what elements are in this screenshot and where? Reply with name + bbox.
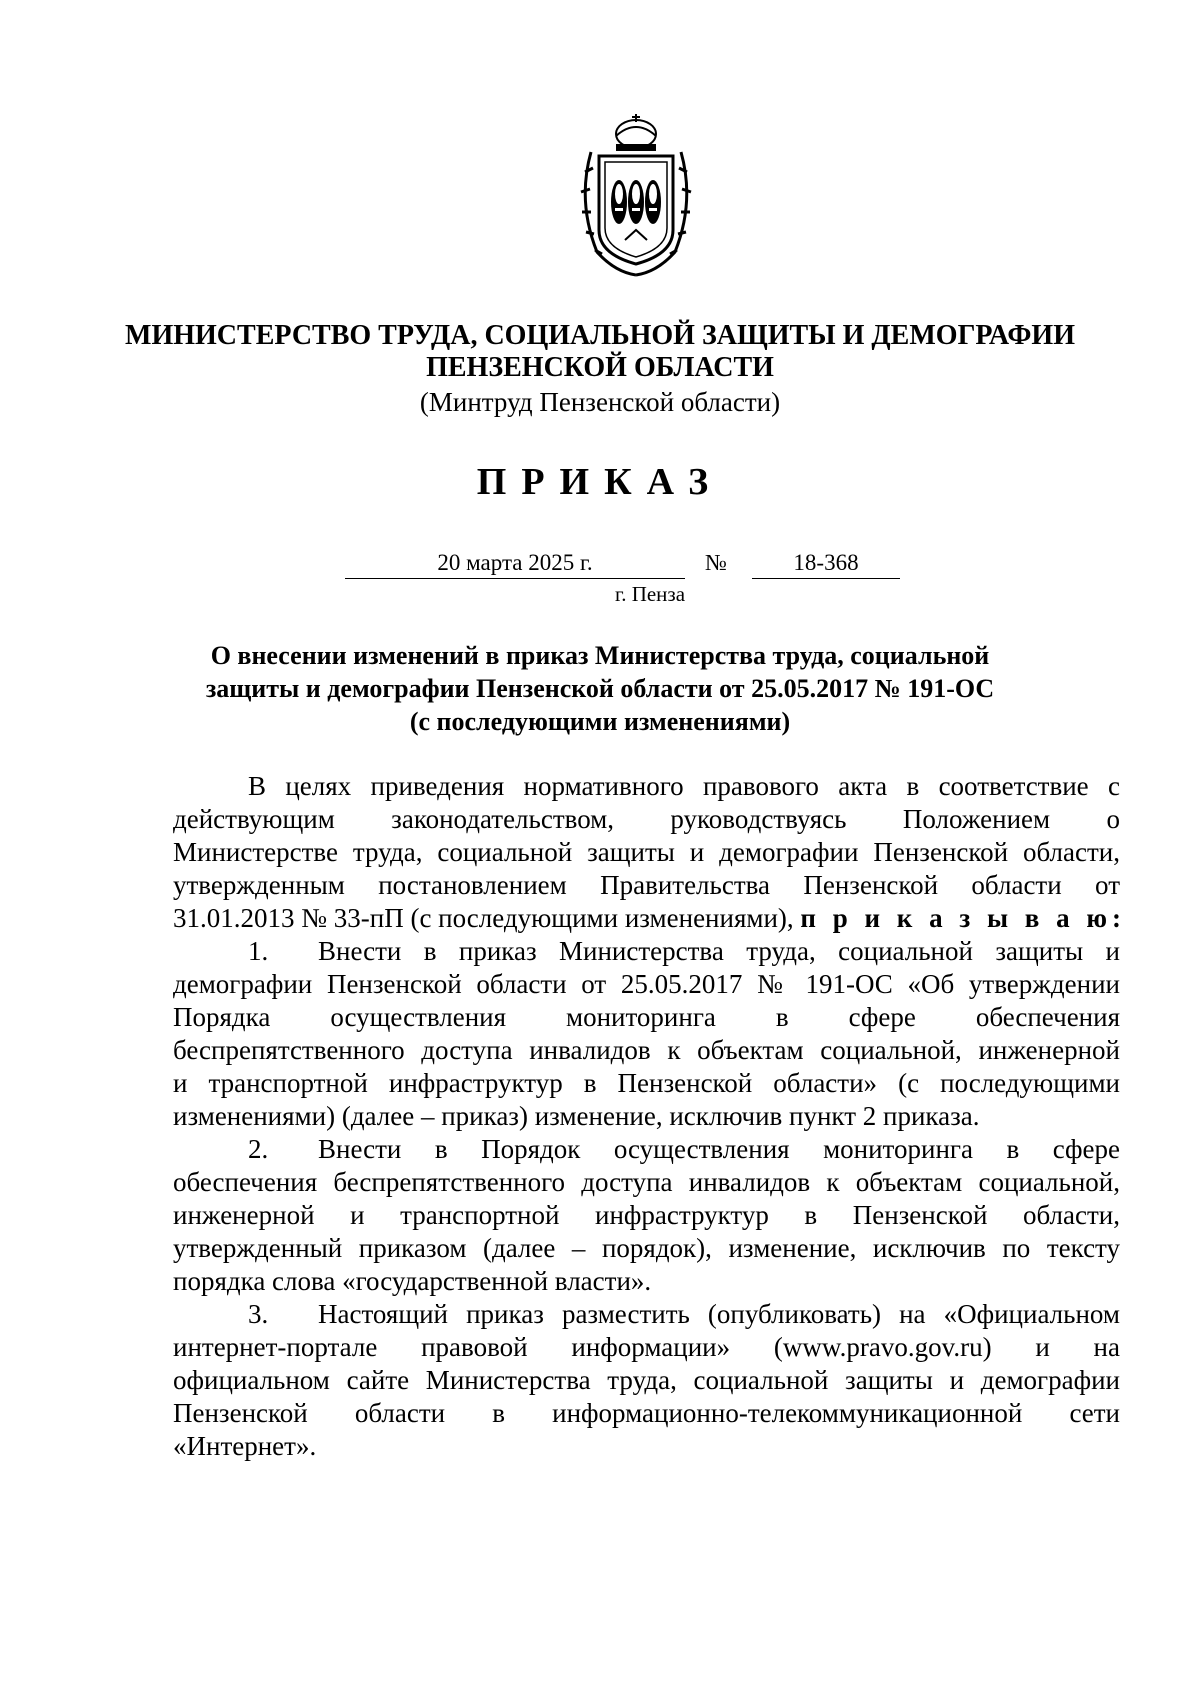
item-3-line-4: Пензенской области в информационно-телекоммуникационной сети [173,1398,1120,1428]
item-1-line-4: беспрепятственного доступа инвалидов к объектам социальной, инженерной [173,1035,1120,1065]
preamble-line-4: утвержденным постановлением Правительства Пензенской области от [173,870,1120,900]
order-word: п р и к а з ы в а ю: [800,903,1126,933]
item-2-line-4: утвержденный приказом (далее – порядок), изменение, исключив по тексту [173,1233,1120,1263]
preamble-line-5: 31.01.2013 № 33-пП (с последующими изменениями), п р и к а з ы в а ю: [173,903,1126,933]
ministry-name-line-1: МИНИСТЕРСТВО ТРУДА, СОЦИАЛЬНОЙ ЗАЩИТЫ И ДЕМОГРАФИИ [125,320,1075,351]
document-date: 20 марта 2025 г. [345,548,685,579]
ministry-name-line-2: ПЕНЗЕНСКОЙ ОБЛАСТИ [426,352,774,383]
item-2-line-3: инженерной и транспортной инфраструктур в Пензенской области, [173,1200,1120,1230]
item-1-line-1: 1. Внести в приказ Министерства труда, социальной защиты и [248,936,1120,966]
item-2-number: 2. [248,1134,269,1164]
item-1-line-3: Порядка осуществления мониторинга в сфере обеспечения [173,1002,1120,1032]
item-2-line-1: 2. Внести в Порядок осуществления мониторинга в сфере [248,1134,1120,1164]
document-number: 18-368 [752,548,900,579]
preamble-line-3: Министерстве труда, социальной защиты и демографии Пензенской области, [173,837,1120,867]
document-type: ПРИКАЗ [476,461,724,503]
item-2-line-5: порядка слова «государственной власти». [173,1266,652,1296]
item-3-line-3: официальном сайте Министерства труда, социальной защиты и демографии [173,1365,1120,1395]
item-3-line-1: 3. Настоящий приказ разместить (опубликовать) на «Официальном [248,1299,1120,1329]
title-line-3: (с последующими изменениями) [409,707,791,736]
item-1-line-6: изменениями) (далее – приказ) изменение, исключив пункт 2 приказа. [173,1101,980,1131]
item-1-line-5: и транспортной инфраструктур в Пензенской области» (с последующими [173,1068,1120,1098]
ministry-short-name: (Минтруд Пензенской области) [419,387,781,417]
date-number-row [0,548,1200,584]
title-line-2: защиты и демографии Пензенской области от 25.05.2017 № 191-ОС [205,674,995,703]
item-2-line-2: обеспечения беспрепятственного доступа инвалидов к объектам социальной, [173,1167,1120,1197]
preamble-line-1: В целях приведения нормативного правового акта в соответствие с [248,771,1120,801]
title-line-1: О внесении изменений в приказ Министерства труда, социальной [210,641,990,670]
item-3-line-5: «Интернет». [173,1431,317,1461]
item-3-line-2: интернет-портале правовой информации» (www.pravo.gov.ru) и на [173,1332,1120,1362]
item-3-number: 3. [248,1299,269,1329]
item-1-number: 1. [248,936,269,966]
item-1-line-2: демографии Пензенской области от 25.05.2017 № 191-ОС «Об утверждении [173,969,1120,999]
coat-of-arms-icon [575,112,697,278]
number-sign: № [705,550,727,575]
preamble-line-2: действующим законодательством, руководствуясь Положением о [173,804,1120,834]
city: г. Пенза [614,582,686,606]
